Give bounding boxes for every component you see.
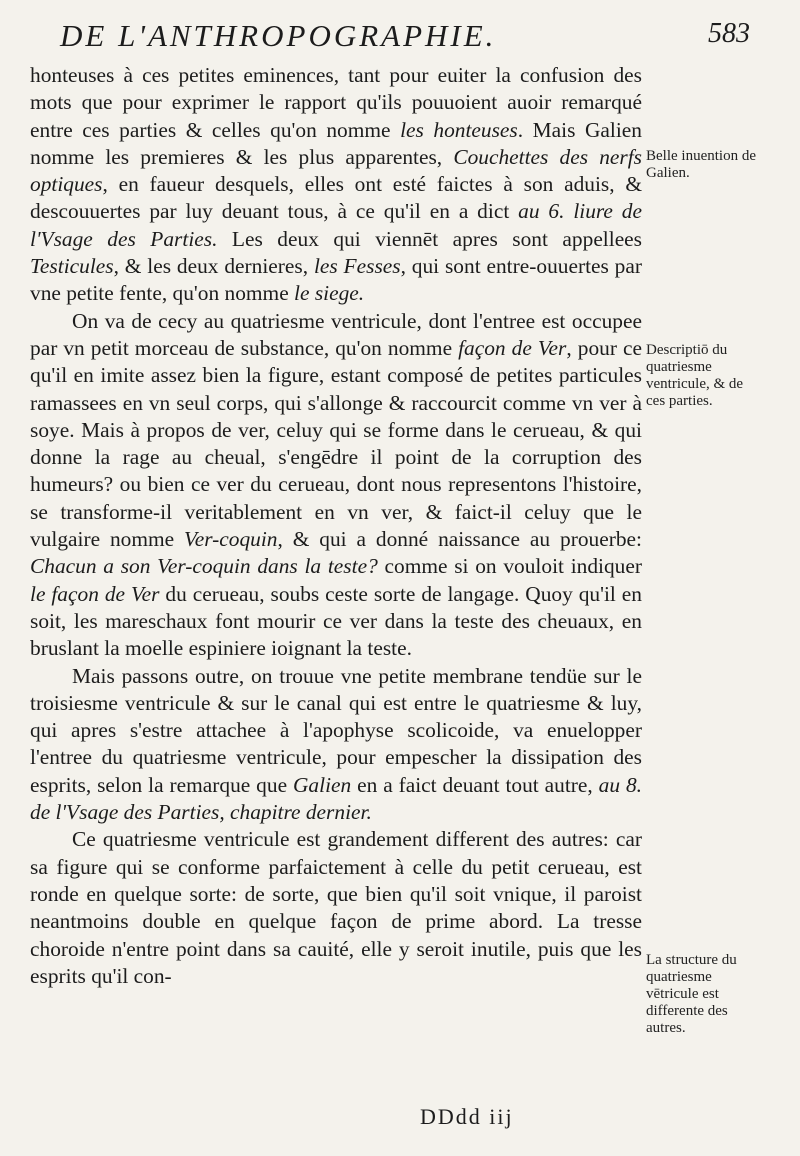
page-header <box>60 18 750 60</box>
italic-run: les honteuses <box>400 117 518 142</box>
text-run: en a faict deuant tout autre, <box>351 772 599 797</box>
signature-mark: DDdd iij <box>420 1104 514 1129</box>
text-run: , & les deux dernieres, <box>113 254 314 279</box>
italic-run: Chacun a son Ver-coquin dans la teste? <box>30 554 378 579</box>
text-run: du cerueau, soubs ceste sorte de langage. Quoy qu'il en soit, les mareschaux font mourir ce ver dans la teste des cheuaux, en bruslant la moelle espiniere ioignant la teste. <box>30 581 642 661</box>
margin-note-3: La structure du quatriesme vētricule est differente des autres. <box>646 952 737 1036</box>
italic-run: au 6. liure de l'Vsage des Parties. <box>30 199 642 251</box>
italic-run: Testicules <box>30 254 114 279</box>
text-run: On va de cecy au quatriesme ventricule, dont l'entree est occupee par vn petit morceau de substance, qu'on nomme <box>30 308 642 360</box>
italic-run: le siege. <box>294 281 365 306</box>
paragraph-2 <box>30 308 642 663</box>
text-run: Mais passons outre, on trouue vne petite membrane tendüe sur le troisiesme ventricule & sur le canal qui est entre le quatriesme & luy, qui apres s'estre attachee à l'apophyse scolicoide, va enuelopper l'entree du quatriesme ventricule, pour empescher la dissipation des esprits, selon la remarque que <box>30 663 642 797</box>
italic-run: Couchettes des nerfs optiques <box>30 144 642 197</box>
italic-run: Ver-coquin <box>184 527 278 552</box>
text-run: , qui sont entre-ouuertes par vne petite fente, qu'on nomme <box>30 254 642 306</box>
italic-run: au 8. de l'Vsage des Parties, chapitre dernier. <box>30 772 642 825</box>
text-run: , pour ce qu'il en imite assez bien la figure, estant composé de petites particules ramassees en vn seul corps, qui s'allonge & raccourcit comme vn ver à soye. Mais à propos de ver, celuy qui se forme dans le cerueau, & qui donne la rage au cheual, s'engēdre il point de la corruption des humeurs? ou bien ce ver du cerueau, dont nous representons l'histoire, se transforme-il veritablement en vn ver, & faict-il celuy que le vulgaire nomme <box>30 335 642 552</box>
italic-run: les Fesses <box>313 254 401 279</box>
margin-note-1: Belle inuention de Galien. <box>646 148 756 181</box>
paragraph-4 <box>30 826 642 990</box>
margin-note-2: Descriptiō du quatriesme ventricule, & de ces parties. <box>646 342 744 409</box>
text-run: Les deux qui viennēt apres sont appellees <box>217 226 643 251</box>
text-run: honteuses à ces petites eminences, tant pour euiter la confusion des mots que pour exprimer le rapport qu'ils pouuoient auoir remarqué entre ces parties & celles qu'on nomme <box>30 63 642 142</box>
text-run: comme si on vouloit indiquer <box>377 554 642 579</box>
text-run: Ce quatriesme ventricule est grandement different des autres: car sa figure qui se conforme parfaictement à celle du petit cerueau, est ronde en quelque sorte: de sorte, que bien qu'il soit vnique, il paroist neantmoins double en quelque façon de prime abord. La tresse choroide n'entre point dans sa cauité, elle y seroit inutile, puis que les esprits qu'il con- <box>30 827 642 988</box>
paragraph-3 <box>30 663 642 827</box>
text-run: , & qui a donné naissance au prouerbe: <box>277 527 642 552</box>
running-title: DE L'ANTHROPOGRAPHIE. <box>60 18 497 53</box>
text-run: . Mais Galien nomme les premieres & les plus apparentes, <box>30 117 642 169</box>
italic-run: Galien <box>292 772 352 797</box>
italic-run: le façon de Ver <box>30 581 160 606</box>
paragraph-1 <box>30 62 642 308</box>
page-number: 583 <box>708 18 750 49</box>
body-text <box>30 62 642 990</box>
italic-run: façon de Ver <box>458 335 567 360</box>
text-run: , en faueur desquels, elles ont esté faictes à son aduis, & descouuertes par luy deuant tous, à ce qu'il en a dict <box>30 172 642 224</box>
